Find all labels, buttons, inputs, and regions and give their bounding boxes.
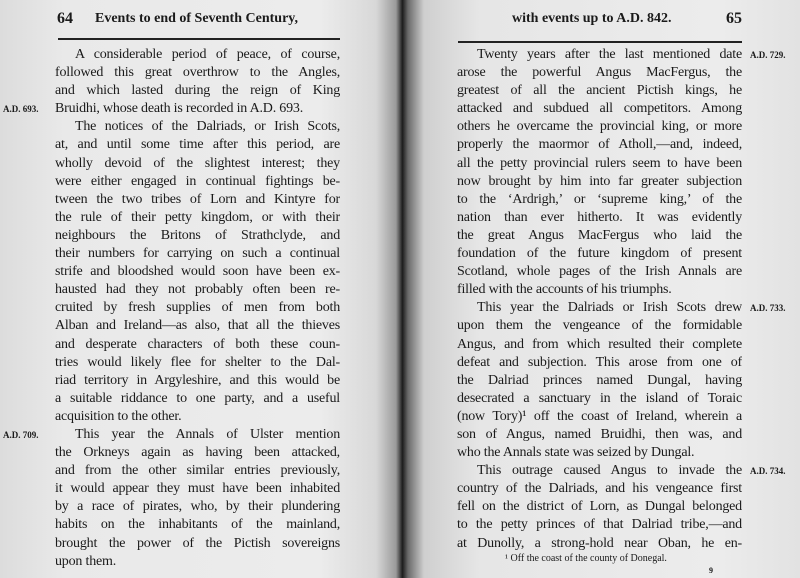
text-line: Scotland, whole pages of the Irish Annals are bbox=[457, 264, 742, 280]
text-line: the Orkneys again as having been attacked, bbox=[55, 445, 340, 461]
text-line: now brought by him into far greater subjection bbox=[457, 173, 742, 189]
text-line: and desperate characters of both these coun- bbox=[55, 336, 340, 352]
margin-date-note: A.D. 734. bbox=[750, 466, 786, 477]
text-line: strife and bloodshed would soon have been ex- bbox=[55, 264, 340, 280]
text-line: to the petty princes of that Dalriad tribe,—and bbox=[457, 517, 742, 533]
text-line: habits on the inhabitants of the mainland, bbox=[55, 517, 340, 533]
text-line: Angus, and from which resulted their complete bbox=[457, 336, 742, 352]
text-line: filled with the accounts of his triumphs. bbox=[457, 282, 672, 298]
text-line: The notices of the Dalriads, or Irish Scots, bbox=[75, 119, 340, 135]
text-line: country of the Dalriads, and his vengeance first bbox=[457, 481, 742, 497]
body-text bbox=[55, 46, 340, 571]
text-line: nation than ever hitherto. It was evidently bbox=[457, 209, 742, 225]
margin-date-note: A.D. 729. bbox=[750, 50, 786, 60]
text-line: and from the other similar entries previously, bbox=[55, 463, 340, 479]
text-line: desecrated a sanctuary in the island of Toraic bbox=[457, 390, 742, 406]
text-line: hausted had they not probably often been re- bbox=[55, 282, 340, 298]
text-line: properly the maormor of Atholl,—and, indeed, bbox=[457, 137, 742, 153]
text-line: Bruidhi, whose death is recorded in A.D. 693. bbox=[55, 101, 304, 117]
body-text bbox=[457, 46, 742, 553]
text-line: cruited by fresh supplies of men from both bbox=[55, 300, 340, 316]
text-line: Twenty years after the last mentioned date bbox=[477, 47, 742, 62]
text-line: the great Angus MacFergus who laid the bbox=[457, 227, 742, 243]
text-line: brought the power of the Pictish sovereigns bbox=[55, 535, 340, 551]
signature-mark: 9 bbox=[709, 566, 713, 575]
text-line: tries would likely flee for shelter to the Dal- bbox=[55, 354, 340, 370]
text-line: greatest of all the ancient Pictish kings, he bbox=[457, 83, 742, 99]
text-line: acquisition to the other. bbox=[55, 408, 182, 424]
text-line: This year the Dalriads or Irish Scots drew bbox=[477, 300, 742, 316]
text-line: who the Annals state was seized by Dungal. bbox=[457, 445, 695, 461]
text-line: at Dunolly, a strong-hold near Oban, he en- bbox=[457, 535, 742, 551]
header-rule bbox=[58, 38, 340, 40]
text-line: foundation of the future kingdom of present bbox=[457, 246, 742, 262]
text-line: it would appear they must have been inhabited bbox=[55, 481, 340, 497]
text-line: followed this great overthrow to the Angles, bbox=[55, 65, 340, 81]
text-line: wholly devoid of the slightest interest; they bbox=[55, 155, 340, 171]
text-line: This outrage caused Angus to invade the bbox=[477, 463, 742, 479]
running-head: Events to end of Seventh Century, bbox=[95, 11, 299, 26]
text-line: at, and until some time after this period, are bbox=[55, 137, 340, 153]
text-line: son of Angus, named Bruidhi, then was, and bbox=[457, 426, 742, 442]
text-line: Alban and Ireland—as also, that all the thieves bbox=[55, 318, 340, 334]
right-page bbox=[400, 0, 800, 578]
header-rule bbox=[458, 41, 742, 43]
margin-date-note: A.D. 709. bbox=[3, 430, 39, 441]
text-line: attacked and subdued all competitors. Among bbox=[457, 101, 742, 117]
text-line: the Dalriad princes named Dungal, having bbox=[457, 372, 742, 388]
page-number: 64 bbox=[57, 10, 73, 27]
text-line: A considerable period of peace, of course, bbox=[75, 47, 340, 62]
text-line: This year the Annals of Ulster mention bbox=[75, 426, 340, 442]
page-number: 65 bbox=[726, 10, 742, 27]
text-line: defeat and subjection. This arose from one of bbox=[457, 354, 742, 370]
text-line: (now Tory)¹ off the coast of Ireland, wherein a bbox=[457, 408, 742, 424]
text-line: the rule of their petty kingdom, or with their bbox=[55, 209, 340, 225]
running-head: with events up to A.D. 842. bbox=[512, 11, 672, 26]
text-line: neighbours the Britons of Strathclyde, and bbox=[55, 227, 340, 243]
text-line: all the petty provincial rulers seem to have been bbox=[457, 155, 742, 171]
text-line: to the ‘Ardrigh,’ or ‘supreme king,’ of the bbox=[457, 191, 742, 207]
margin-date-note: A.D. 733. bbox=[750, 303, 786, 314]
text-line: others he overcame the provincial king, or more bbox=[457, 119, 742, 135]
text-line: by a race of pirates, who, by their plundering bbox=[55, 499, 340, 515]
text-line: a suitable riddance to one party, and a useful bbox=[55, 390, 340, 406]
text-line: and which lasted during the reign of King bbox=[55, 83, 340, 99]
text-line: upon them. bbox=[55, 553, 116, 569]
text-line: arose the powerful Angus MacFergus, the bbox=[457, 65, 742, 81]
text-line: riad territory in Argyleshire, and this would be bbox=[55, 372, 340, 388]
margin-date-note: A.D. 693. bbox=[3, 104, 39, 115]
footnote: ¹ Off the coast of the county of Donegal. bbox=[505, 553, 667, 564]
text-line: upon them the vengeance of the formidable bbox=[457, 318, 742, 334]
text-line: tween the two tribes of Lorn and Kintyre for bbox=[55, 191, 340, 207]
text-line: were either engaged in continual fightings be- bbox=[55, 173, 340, 189]
text-line: their numbers for carrying on such a continual bbox=[55, 246, 340, 262]
text-line: fell on the district of Lorn, as Dungal belonged bbox=[457, 499, 742, 515]
